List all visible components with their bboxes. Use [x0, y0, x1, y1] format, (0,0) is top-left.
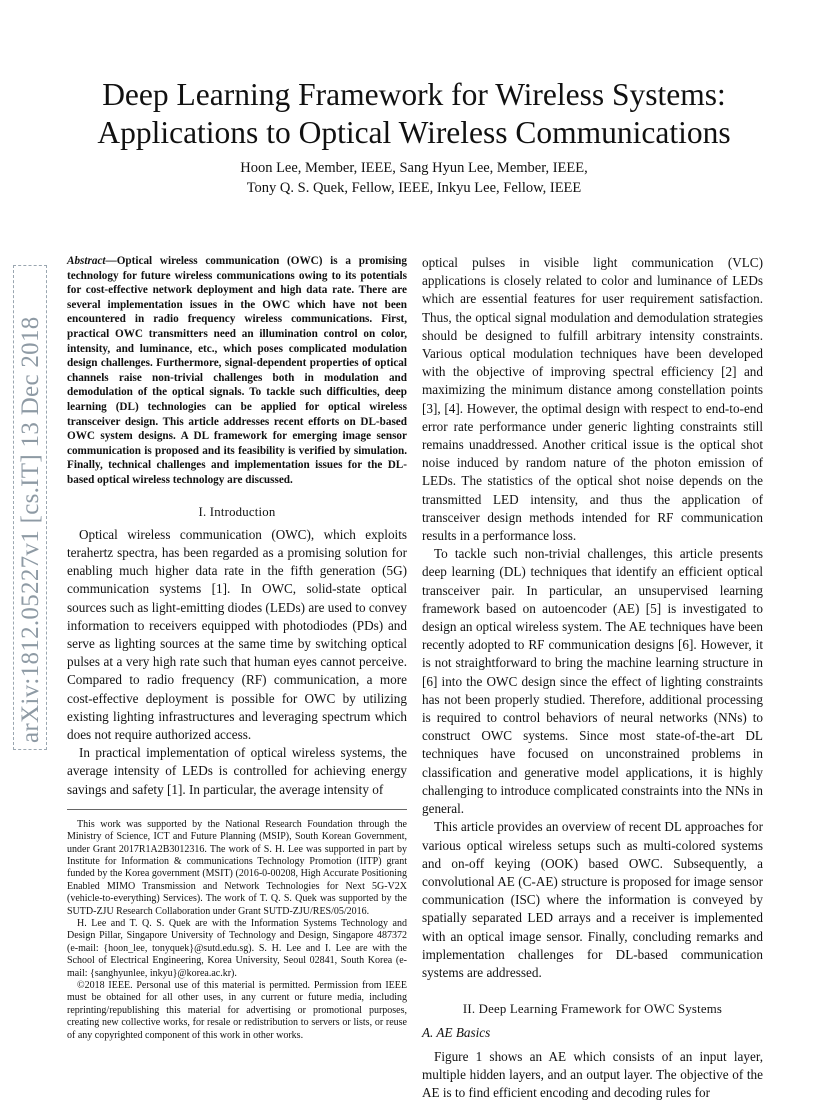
body-paragraph-overview: This article provides an overview of recent DL approaches for various optical wireless setups such as multi-colored systems and on-off keying (OOK) based OWC. Subsequently, a convolutional AE (C-AE) structure is proposed for image sensor communication (ISC) where the information is conveyed by spatially separated LED arrays and a receiver is implemented with an optical image sensor. Finally, concluding remarks and implementation challenges for DL-based communication systems are addressed. — [422, 819, 763, 980]
subsection-heading-ae-basics: A. AE Basics — [422, 1025, 491, 1041]
abstract-body: —Optical wireless communication (OWC) is a promising technology for future wireless communications owing to its potentials for cost-effective network deployment and high data rate. There are several implementation issues in the OWC which have not been encountered in radio frequency wireless communications. First, practical OWC transmitters need an illumination control on color, intensity, and luminance, etc., which poses complicated modulation design challenges. Furthermore, signal-dependent properties of optical channels raise non-trivial challenges both in modulation and demodulation of the optical signals. To tackle such difficulties, deep learning (DL) technologies can be applied for optical wireless transceiver design. This article addresses recent efforts on DL-based OWC system designs. A DL framework for emerging image sensor communication is proposed and its feasibility is verified by simulation. Finally, technical challenges and implementation issues for the DL-based optical wireless technology are discussed. — [67, 255, 407, 486]
section-heading-dl-framework: II. Deep Learning Framework for OWC Systems — [462, 1002, 723, 1017]
paper-title — [60, 76, 768, 152]
footnote-copyright: ©2018 IEEE. Personal use of this material is permitted. Permission from IEEE must be obtained for all other uses, in any current or future media, including reprinting/republishing this material for advertising or promotional purposes, creating new collective works, for resale or redistribution to servers or lists, or reuse of any copyrighted component of this work in other works. — [67, 980, 407, 1041]
body-paragraph-continued: optical pulses in visible light communication (VLC) applications is closely related to color and luminance of LEDs which are essential features for user requirement satisfaction. Thus, the optical signal modulation and demodulation strategies should be designed to fulfill arbitrary intensity constraints. Various optical modulation techniques have been developed with the objective of improving spectral efficiency [2] and maximizing the minimum distance among constellation points [3], [4]. However, the optimal design with respect to end-to-end error rate performance under generic lighting constraints still remains unaddressed. Another critical issue is the optical shot noise induced by random nature of the photon emission of LEDs. The statistics of the optical shot noise depends on the transmitted LED intensity, and thus the application of transceiver design methods intended for RF communication results in a performance loss. — [422, 255, 763, 544]
intro-paragraph-1: Optical wireless communication (OWC), which exploits terahertz spectra, has been regarded as a promising solution for enabling much higher data rate in the fifth generation (5G) communication systems [1]. In OWC, solid-state optical sources such as light-emitting diodes (LEDs) are used to convey information to receivers equipped with photodiodes (PDs) and serve as lighting sources at the same time by switching optical pulses at a very high rate such that human eyes cannot perceive. Compared to radio frequency (RF) communication, a more cost-effective deployment is possible for OWC by utilizing existing lighting infrastructures and leveraging spectrum which does not require authorized access. — [67, 526, 407, 742]
section-heading-introduction: I. Introduction — [198, 504, 276, 519]
footnote-divider — [67, 809, 407, 810]
body-paragraph-dl-techniques: To tackle such non-trivial challenges, this article presents deep learning (DL) techniques that identify an efficient optical transceiver pair. In particular, an unsupervised learning framework based on autoencoder (AE) [5] is investigated to design an optical wireless system. The AE techniques have been recently adopted to RF communication designs [6]. However, it is not straightforward to bring the machine learning structure in [6] into the OWC design since the effect of lighting constraints has not been properly studied. Therefore, additional processing is required to control behaviors of neural networks (NNs) to construct OWC systems. Since most state-of-the-art DL techniques have focused on unconstrained problems in classification and generative model applications, it is highly challenging to introduce complicated constraints into the NNs in general. — [422, 546, 763, 817]
footnote-funding: This work was supported by the National Research Foundation through the Ministry of Science, ICT and Future Planning (MSIP), South Korean Government, under Grant 2017R1A2B3012316. The work of S. H. Lee was supported in part by Institute for Information & communications Technology Promotion (IITP) grant funded by the Korea government (MSIT) (2016-0-00208, High Accurate Positioning Enabled MIMO Transmission and Network Technologies for Next 5G-V2X (vehicle-to-everything) Services). The work of T. Q. S. Quek was supported by the SUTD-ZJU Research Collaboration under Grant SUTD-ZJU/RES/05/2016. — [67, 818, 407, 917]
intro-paragraph-2: In practical implementation of optical wireless systems, the average intensity of LEDs is controlled for achieving energy savings and safety [1]. In particular, the average intensity of — [67, 745, 407, 797]
title-line-2: Applications to Optical Wireless Communications — [97, 115, 731, 150]
abstract — [67, 254, 407, 488]
abstract-lead: Abstract — [67, 255, 106, 267]
author-list — [110, 158, 718, 198]
left-column — [67, 254, 407, 1042]
title-line-1: Deep Learning Framework for Wireless Systems: — [102, 77, 726, 112]
authors-line-2: Tony Q. S. Quek, Fellow, IEEE, Inkyu Lee, Fellow, IEEE — [246, 180, 582, 196]
arxiv-stamp: arXiv:1812.05227v1 [cs.IT] 13 Dec 2018 — [17, 316, 44, 743]
footnote-affiliations: H. Lee and T. Q. S. Quek are with the Information Systems Technology and Design Pillar, Singapore University of Technology and Design, Singapore 487372 (e-mail: {hoon_lee, tonyquek}@sutd.edu.sg). S. H. Lee and I. Lee are with the School of Electrical Engineering, Korea University, Seoul 02841, South Korea (e-mail: {sanghyunlee, inkyu}@korea.ac.kr). — [67, 918, 407, 979]
body-paragraph-figure1: Figure 1 shows an AE which consists of an input layer, multiple hidden layers, and an output layer. The objective of the AE is to find efficient encoding and decoding rules for — [422, 1048, 763, 1100]
right-column — [422, 254, 763, 1102]
authors-line-1: Hoon Lee, Member, IEEE, Sang Hyun Lee, Member, IEEE, — [240, 160, 588, 176]
